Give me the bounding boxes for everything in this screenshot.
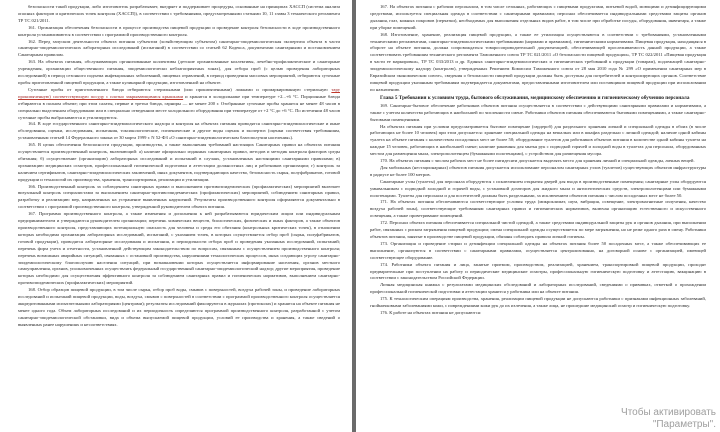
paragraph: 164. В ходе государственного санитарно-эпидемиологического надзора и контроля на объектах питания проводятся санитарно-эпидемиологические и иные обследования, оценки, исследования, испытания, токсикологические, гигиенические и другие виды оценок и экспертиз (оценки соответствия требованиям, установленным статьей 14 Федерального закона от 30 марта 1999 г. N 52-ФЗ «О санитарно-эпидемиологическом благополучии населения»). <box>18 121 340 141</box>
paragraph: 165. В целях обеспечения безопасности продукции, производства, а также выполнения требований настоящих Санитарных правил на объектах питания осуществляется производственный контроль, включающий: а) наличие официально изданных санитарных правил, методов и методик контроля факторов среды обитания; б) осуществление (организацию) лабораторных исследований и испытаний в случаях, установленных настоящими санитарными правилами; в) организацию медицинских осмотров, профессиональной гигиенической подготовки и аттестации должностных лиц и работников организации; г) контроль за наличием сертификатов, санитарно-эпидемиологических заключений, иных документов, подтверждающих качество, безопасность сырья, полуфабрикатов, готовой продукции и технологий их производства, хранения, транспортировки, реализации и утилизации. <box>18 142 340 182</box>
paragraph: 169. Санитарно-бытовое обеспечение работников объектов питания осуществляется в соответствии с действующими санитарными правилами и нормативами, а также с учетом количества работающих в наибольшей по численности смене. Работники объектов питания обеспечиваются бытовыми помещениями, а также санитарно-бытовыми помещениями. <box>370 102 706 122</box>
paragraph: 173. Организация и проведение стирки и дезинфекции специальной одежды на объектах питания более 50 посадочных мест, а также обеспечивающих ее выполнение, организуются в соответствии с санитарными правилами, осуществляется централизованно, на договорной основе с организацией, имеющей соответствующее оборудование. <box>370 240 706 260</box>
paragraph: 168. Отбор образцов пищевой продукции, в том числе сырья, отбор проб воды, смывов с поверхностей, воздуха рабочей зоны, и проведение лабораторных исследований и испытаний пищевой продукции, воды, воздуха, смывов с поверхностей в соответствии с программой производственного контроля осуществляется аккредитованными испытательными лабораториями (центрами); результаты исследований фиксируются в журналах (протоколах) и хранятся на объекте питания не менее одного года. Объем лабораторных исследований и их периодичность определяются программой производственного контроля, разработанной с учетом санитарно-эпидемиологической обстановки, вида и объема выпускаемой пищевой продукции, условий ее производства и хранения, а также сведений о выявленных ранее нарушениях и несоответствиях. <box>18 287 340 327</box>
windows-activation-watermark-line1: Чтобы активировать <box>621 407 716 418</box>
paragraph: 162. Перед запуском деятельности объекта питания субъектом (хозяйствующим субъектом) санитарно-эпидемиологическая экспертиза объекта в части санитарно-эпидемиологических лабораторных исследований (испытаний) в соответствии со статьей 62 Кодекса, документами санитарными и постановлением Санитарным правилам. <box>18 38 340 58</box>
spellcheck-underlined-text: тару прокипяченную) соответствующую посуду с плотно закрывающимися крышками <box>18 86 340 99</box>
paragraph: безопасности такой продукции, либо изготовитель разрабатывает, внедряет и поддерживает процедуры, основанные на принципах ХАССП (система анализа опасных факторов и критических точек контроля (ХАССП)), в соответствии с требованиями, предусмотренными статьями 10, 11 главы 3 технического регламента ТР ТС 021/2011. <box>18 4 340 23</box>
paragraph: 175. К технологическим операциям производства, хранения, реализации пищевой продукции не допускаются работники с признаками инфекционных заболеваний, гнойничковыми заболеваниями кожи, с повреждениями кожи рук до их излечения, а также лица, не прошедшие медицинский осмотр и гигиеническую подготовку. <box>370 296 706 309</box>
paragraph: 170. На объектах питания с числом рабочих мест не более пятидесяти допускается выделять место для хранения личной и специальной одежды, личных вещей. <box>380 158 695 164</box>
paragraph: Санитарные узлы (туалеты) для персонала оборудуются с исключением открытия дверей для входа в производственные помещения; санитарные узлы оборудуются умывальником с подводкой холодной и горячей воды, с установкой дозаторов для жидкого мыла и антисептических средств, электрополотенцами или бумажными полотенцами. Туалеты для персонала и для посетителей должны быть раздельными, за исключением объектов питания с числом посадочных мест не более 50. <box>370 178 706 198</box>
paragraph: 163. На объектах питания, обслуживающих организованные коллективы (детские организованные коллективы, лечебно-профилактические и санаторные учреждения, организации общественного питания, эпидемиологически неблагоприятных зонах), для отбора проб (с целью проведения лабораторных исследований) в период сезонного подъема инфекционных заболеваний, пищевых отравлений, в период проведения массовых мероприятий, отбираются суточные пробы приготовленной пищевой продукции, а также кулинарной продукции, изготовленной на объекте. <box>18 59 340 85</box>
windows-activation-watermark-line2: "Параметры". <box>652 419 716 430</box>
paragraph: 167. На объектах питания с рабочим персоналом, в том числе сезонных, работающих с пищевыми продуктами, питьевой водой, моющими и дезинфицирующими средствами, используется специальная одежда в соответствии с санитарными правилами; персонал обеспечивается индивидуальными средствами защиты органов дыхания, глаз, кожных покровов (перчатки), необходимых для выполнения отдельных видов работ, в том числе при обработке посуды, оборудования, инвентаря, а также при уборке помещений. <box>370 4 706 30</box>
paragraph: 171. На объектах питания обеспечиваются соответствующие условия труда (микроклимат, шум, вибрация, освещение, электромагнитные излучения, качество воздуха рабочей зоны), соответствующие требованиям санитарных правил и гигиенических нормативов, включая организацию естественного и искусственного освещения, а также проветривание помещений. <box>370 199 706 219</box>
paragraph: 161. Организация обеспечения безопасности в процессе производства пищевой продукции и проведение контроля безопасности в ходе производственного контроля устанавливаются в соответствии с программой производственного контроля. <box>18 24 340 37</box>
paragraph-text: Суточные пробы от приготовленного блюда отбираются стерильными (или прокипяченными) ложками и промаркированную стерильную <box>28 86 332 92</box>
paragraph: 166. Производственный контроль за соблюдением санитарных правил и выполнением противоэпидемических (профилактических) мероприятий включает визуальный контроль специалистами за выполнением санитарно-противоэпидемических (профилактических) мероприятий, соблюдением санитарных правил, разработку и реализацию мер, направленных на устранение выявленных нарушений. Результаты производственного контроля оформляются документально в соответствии с программой производственного контроля, утвержденной руководителем объекта питания. <box>18 183 340 210</box>
paragraph: 176. К работе на объектах питания не допускаются: <box>380 309 482 315</box>
chapter-heading: Глава 5 Требования к условиям труда, бытового обслуживания, медицинскому обеспечению и гигиеническому обучению персонала <box>380 94 690 101</box>
document-page-left[interactable] <box>0 0 352 432</box>
paragraph-text: и хранятся в холодильнике при температуре +2...+6 °С. Порционные блюда отбираются в полном объеме; при этом салаты, первые и третьи блюда, гарниры — не менее 200 г. Отобранные суточные пробы хранятся не менее 48 часов в специально выделенном оборудовании или в специально отведенном месте холодильного оборудования при температуре от +2 °С до +6 °С. По истечении 48 часов суточные пробы выбрасываются и утилизируются. <box>18 93 341 120</box>
document-page-right[interactable] <box>356 0 720 432</box>
paragraph: На объектах питания при условии предусматривается бытовое помещение (гардероб) для раздельного хранения личной и специальной одежды в обоих (в числе работающих не более 10 человек) при этом допускается: хранение специальной одежды на вешалках или в шкафах раздельно с личной одеждой; наличие одной кабины туалета на объекте питания с количеством посадочных мест не более 50; оборудование туалетов для работников объектов питания в количестве одной кабины туалета на каждые 15 человек, работающих в наибольшей смене; наличие раковины для мытья рук с подводкой горячей и холодной воды в туалетах для персонала, оборудованных местом для размещения мыла, электрополотенцем (бумажными полотенцами), с устройством для размещения мусора. <box>370 123 706 157</box>
paragraph: 172. Персонал объекта питания обеспечивается специальной чистой одеждой, а также средствами индивидуальной защиты рук и органов дыхания, при выполнении работ, связанных с риском загрязнения пищевой продукции; смена специальной одежды осуществляется по мере загрязнения, но не реже одного раза в смену. Работники объектов питания, занятые в производстве пищевой продукции, обязаны соблюдать правила личной гигиены. <box>370 220 706 239</box>
paragraph: 167. Программа производственного контроля, а также изменения и дополнения к ней разрабатываются юридическим лицом или индивидуальным предпринимателем и утверждаются руководителем организации; перечень химических веществ, биологических, физических и иных факторов, а также объектов производственного контроля, представляющих потенциальную опасность для человека и среды его обитания (контрольных критических точек), в отношении которых необходима организация лабораторных исследований, испытаний, с указанием точек, в которых осуществляется отбор проб (сырья, полуфабрикатов, готовой продукции), проводятся лабораторные исследования и испытания, и периодичности отбора проб и проведения указанных исследований, испытаний; перечень форм учета и отчетности, установленной действующим законодательством по вопросам, связанным с осуществлением производственного контроля; перечень возможных аварийных ситуаций, связанных с остановкой производства, нарушениями технологических процессов, иных создающих угрозу санитарно-эпидемиологическому благополучию населения ситуаций, при возникновении которых осуществляется информирование населения, органов местного самоуправления, органов, уполномоченных осуществлять федеральный государственный санитарно-эпидемиологический надзор; другие мероприятия, проведение которых необходимо для осуществления эффективного контроля за соблюдением санитарных правил и гигиенических нормативов, выполнением санитарно-противоэпидемических (профилактических) мероприятий. <box>18 211 340 286</box>
paragraph <box>18 87 340 122</box>
paragraph: 174. Работники объекта питания и лица, занятые приемом, производством, реализацией, хранением, транспортировкой пищевой продукции, проходят предварительные при поступлении на работу и периодические медицинские осмотры, профессиональную гигиеническую подготовку и аттестацию, вакцинацию в соответствии с законодательством Российской Федерации. <box>370 261 706 281</box>
paragraph: Для мобильных (нестационарных) объектов питания допускается использование персоналом санитарных узлов (туалетов) существующих объектов инфраструктуры в радиусе не более 100 метров. <box>370 164 706 177</box>
paragraph: 168. Изготовление, хранение, реализация пищевой продукции, а также ее утилизация осуществляются в соответствии с требованиями, установленными техническими регламентами, санитарно-эпидемиологическими требованиями (нормами и правилами), гигиеническими нормативами. Пищевая продукция, находящаяся в обороте на объекте питания, должна сопровождаться товаросопроводительной документацией, обеспечивающей прослеживаемость данной продукции, а также соответствовать требованиям технического регламента Таможенного союза ТР ТС 021/2011 «О безопасности пищевой продукции», ТР ТС 022/2011 «Пищевая продукция в части ее маркировки», ТР ТС 033/2013 и др. Единых санитарно-эпидемиологических и гигиенических требований к продукции (товарам), подлежащей санитарно-эпидемиологическому надзору (контролю), утвержденных Решением Комиссии Таможенного союза от 28 мая 2010 года № 299 «О применении санитарных мер в Евразийском экономическом союзе», сведения о безопасности пищевой продукции должны быть доступны для потребителей и контролирующих органов. Соответствие пищевой продукции указанным требованиям подтверждается документами, предоставленными изготовителем или поставщиком пищевой продукции при использовании по назначению. <box>370 31 706 92</box>
paragraph: Личная медицинская книжка с результатами медицинских обследований и лабораторных исследований, сведениями о прививках, отметкой о прохождении профессиональной гигиенической подготовки и аттестации хранится у работника или на объекте питания. <box>370 282 706 295</box>
